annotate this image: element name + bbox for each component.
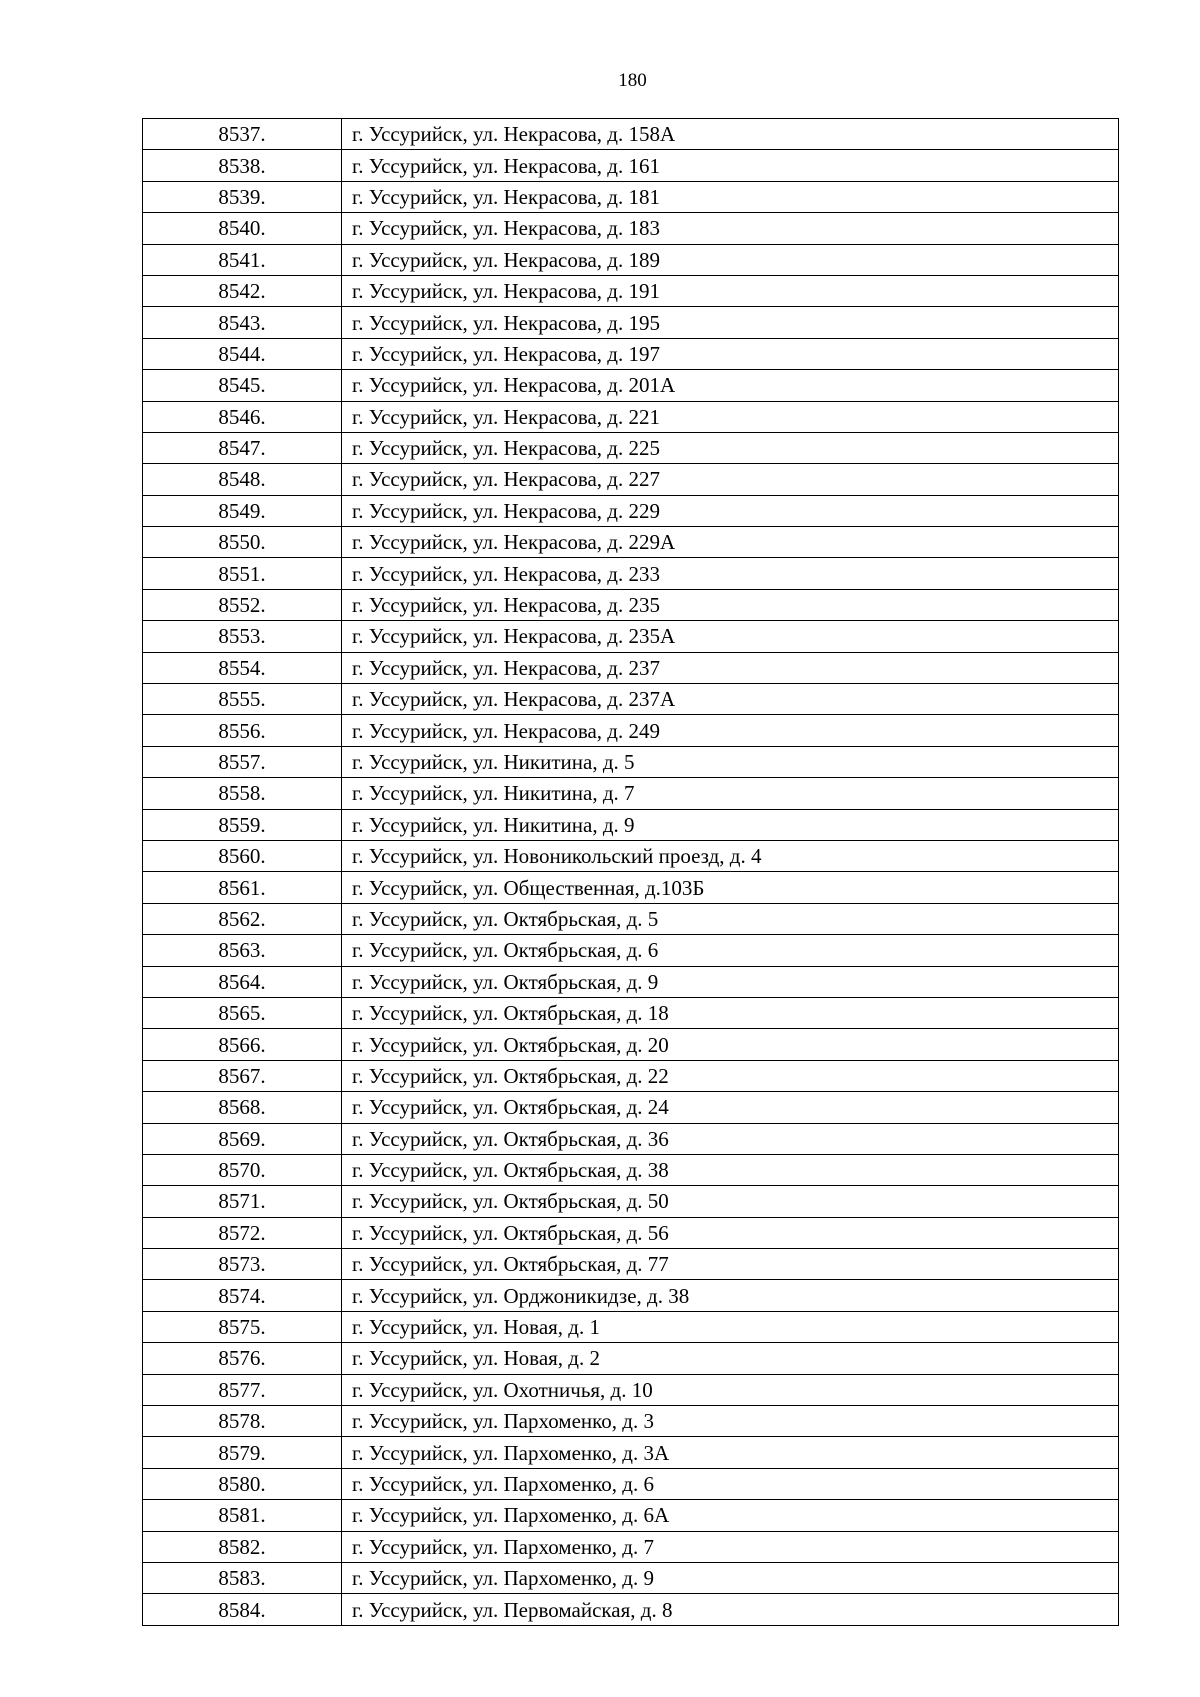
row-address: г. Уссурийск, ул. Некрасова, д. 229А	[342, 527, 1119, 558]
table-row	[143, 1437, 1119, 1468]
row-address: г. Уссурийск, ул. Октябрьская, д. 9	[342, 966, 1119, 997]
row-number: 8573.	[143, 1249, 342, 1280]
table-row	[143, 621, 1119, 652]
row-address: г. Уссурийск, ул. Никитина, д. 9	[342, 809, 1119, 840]
table-row	[143, 684, 1119, 715]
table-row	[143, 1531, 1119, 1562]
table-row	[143, 1594, 1119, 1625]
row-number: 8538.	[143, 150, 342, 181]
row-address: г. Уссурийск, ул. Новая, д. 2	[342, 1343, 1119, 1374]
row-number: 8566.	[143, 1029, 342, 1060]
table-row	[143, 1186, 1119, 1217]
row-address: г. Уссурийск, ул. Октябрьская, д. 18	[342, 997, 1119, 1028]
row-number: 8539.	[143, 181, 342, 212]
table-row	[143, 464, 1119, 495]
table-row	[143, 872, 1119, 903]
row-number: 8553.	[143, 621, 342, 652]
row-number: 8540.	[143, 213, 342, 244]
row-number: 8549.	[143, 495, 342, 526]
table-row	[143, 1154, 1119, 1185]
row-number: 8559.	[143, 809, 342, 840]
row-number: 8541.	[143, 244, 342, 275]
table-row	[143, 1406, 1119, 1437]
row-address: г. Уссурийск, ул. Пархоменко, д. 7	[342, 1531, 1119, 1562]
row-address: г. Уссурийск, ул. Новоникольский проезд, д. 4	[342, 840, 1119, 871]
table-row	[143, 275, 1119, 306]
table-row	[143, 778, 1119, 809]
row-number: 8580.	[143, 1468, 342, 1499]
table-row	[143, 432, 1119, 463]
row-address: г. Уссурийск, ул. Некрасова, д. 161	[342, 150, 1119, 181]
row-number: 8560.	[143, 840, 342, 871]
row-address: г. Уссурийск, ул. Общественная, д.103Б	[342, 872, 1119, 903]
row-number: 8568.	[143, 1092, 342, 1123]
table-row	[143, 966, 1119, 997]
row-address: г. Уссурийск, ул. Пархоменко, д. 6А	[342, 1500, 1119, 1531]
table-row	[143, 1249, 1119, 1280]
table-row	[143, 1123, 1119, 1154]
row-address: г. Уссурийск, ул. Некрасова, д. 181	[342, 181, 1119, 212]
table-row	[143, 997, 1119, 1028]
row-number: 8561.	[143, 872, 342, 903]
row-number: 8544.	[143, 338, 342, 369]
row-number: 8574.	[143, 1280, 342, 1311]
row-number: 8542.	[143, 275, 342, 306]
table-row	[143, 1343, 1119, 1374]
row-number: 8576.	[143, 1343, 342, 1374]
row-address: г. Уссурийск, ул. Октябрьская, д. 24	[342, 1092, 1119, 1123]
table-row	[143, 903, 1119, 934]
row-number: 8557.	[143, 746, 342, 777]
row-number: 8577.	[143, 1374, 342, 1405]
row-address: г. Уссурийск, ул. Некрасова, д. 225	[342, 432, 1119, 463]
row-address: г. Уссурийск, ул. Некрасова, д. 191	[342, 275, 1119, 306]
row-address: г. Уссурийск, ул. Некрасова, д. 227	[342, 464, 1119, 495]
row-number: 8567.	[143, 1060, 342, 1091]
row-address: г. Уссурийск, ул. Пархоменко, д. 3А	[342, 1437, 1119, 1468]
row-number: 8537.	[143, 119, 342, 150]
row-number: 8555.	[143, 684, 342, 715]
row-number: 8582.	[143, 1531, 342, 1562]
row-address: г. Уссурийск, ул. Октябрьская, д. 5	[342, 903, 1119, 934]
row-address: г. Уссурийск, ул. Пархоменко, д. 3	[342, 1406, 1119, 1437]
row-address: г. Уссурийск, ул. Никитина, д. 5	[342, 746, 1119, 777]
row-address: г. Уссурийск, ул. Некрасова, д. 237А	[342, 684, 1119, 715]
row-number: 8578.	[143, 1406, 342, 1437]
row-address: г. Уссурийск, ул. Некрасова, д. 183	[342, 213, 1119, 244]
row-number: 8575.	[143, 1311, 342, 1342]
table-row	[143, 1311, 1119, 1342]
row-address: г. Уссурийск, ул. Охотничья, д. 10	[342, 1374, 1119, 1405]
table-row	[143, 307, 1119, 338]
row-address: г. Уссурийск, ул. Некрасова, д. 221	[342, 401, 1119, 432]
row-number: 8565.	[143, 997, 342, 1028]
table-row	[143, 150, 1119, 181]
row-address: г. Уссурийск, ул. Некрасова, д. 235А	[342, 621, 1119, 652]
row-address: г. Уссурийск, ул. Октябрьская, д. 56	[342, 1217, 1119, 1248]
table-row	[143, 589, 1119, 620]
row-number: 8583.	[143, 1562, 342, 1593]
row-address: г. Уссурийск, ул. Октябрьская, д. 6	[342, 935, 1119, 966]
table-row	[143, 1468, 1119, 1499]
table-row	[143, 1500, 1119, 1531]
table-row	[143, 1029, 1119, 1060]
row-number: 8556.	[143, 715, 342, 746]
table-row	[143, 181, 1119, 212]
row-number: 8584.	[143, 1594, 342, 1625]
row-number: 8570.	[143, 1154, 342, 1185]
table-row	[143, 495, 1119, 526]
table-row	[143, 1060, 1119, 1091]
table-row	[143, 840, 1119, 871]
row-number: 8569.	[143, 1123, 342, 1154]
table-row	[143, 119, 1119, 150]
table-row	[143, 1092, 1119, 1123]
row-number: 8572.	[143, 1217, 342, 1248]
row-number: 8563.	[143, 935, 342, 966]
row-address: г. Уссурийск, ул. Некрасова, д. 197	[342, 338, 1119, 369]
address-table	[142, 118, 1119, 1626]
row-address: г. Уссурийск, ул. Новая, д. 1	[342, 1311, 1119, 1342]
table-row	[143, 935, 1119, 966]
row-address: г. Уссурийск, ул. Некрасова, д. 229	[342, 495, 1119, 526]
table-row	[143, 558, 1119, 589]
row-address: г. Уссурийск, ул. Октябрьская, д. 38	[342, 1154, 1119, 1185]
row-address: г. Уссурийск, ул. Октябрьская, д. 36	[342, 1123, 1119, 1154]
row-address: г. Уссурийск, ул. Октябрьская, д. 77	[342, 1249, 1119, 1280]
table-row	[143, 809, 1119, 840]
row-address: г. Уссурийск, ул. Некрасова, д. 189	[342, 244, 1119, 275]
table-row	[143, 527, 1119, 558]
row-number: 8545.	[143, 370, 342, 401]
table-row	[143, 401, 1119, 432]
table-row	[143, 213, 1119, 244]
row-address: г. Уссурийск, ул. Некрасова, д. 158А	[342, 119, 1119, 150]
row-number: 8581.	[143, 1500, 342, 1531]
table-row	[143, 1374, 1119, 1405]
row-number: 8564.	[143, 966, 342, 997]
row-number: 8554.	[143, 652, 342, 683]
row-address: г. Уссурийск, ул. Некрасова, д. 201А	[342, 370, 1119, 401]
row-address: г. Уссурийск, ул. Октябрьская, д. 22	[342, 1060, 1119, 1091]
row-address: г. Уссурийск, ул. Орджоникидзе, д. 38	[342, 1280, 1119, 1311]
row-address: г. Уссурийск, ул. Некрасова, д. 195	[342, 307, 1119, 338]
row-number: 8562.	[143, 903, 342, 934]
row-number: 8579.	[143, 1437, 342, 1468]
table-row	[143, 652, 1119, 683]
row-address: г. Уссурийск, ул. Некрасова, д. 237	[342, 652, 1119, 683]
row-address: г. Уссурийск, ул. Первомайская, д. 8	[342, 1594, 1119, 1625]
row-address: г. Уссурийск, ул. Некрасова, д. 233	[342, 558, 1119, 589]
row-address: г. Уссурийск, ул. Пархоменко, д. 6	[342, 1468, 1119, 1499]
row-number: 8558.	[143, 778, 342, 809]
row-address: г. Уссурийск, ул. Пархоменко, д. 9	[342, 1562, 1119, 1593]
table-row	[143, 715, 1119, 746]
row-number: 8546.	[143, 401, 342, 432]
row-number: 8548.	[143, 464, 342, 495]
row-address: г. Уссурийск, ул. Некрасова, д. 235	[342, 589, 1119, 620]
row-address: г. Уссурийск, ул. Никитина, д. 7	[342, 778, 1119, 809]
row-address: г. Уссурийск, ул. Октябрьская, д. 50	[342, 1186, 1119, 1217]
table-row	[143, 338, 1119, 369]
row-number: 8571.	[143, 1186, 342, 1217]
page-number: 180	[618, 70, 647, 91]
row-address: г. Уссурийск, ул. Октябрьская, д. 20	[342, 1029, 1119, 1060]
address-table-body	[143, 119, 1119, 1626]
table-row	[143, 1562, 1119, 1593]
row-number: 8551.	[143, 558, 342, 589]
table-row	[143, 1280, 1119, 1311]
row-number: 8547.	[143, 432, 342, 463]
row-number: 8543.	[143, 307, 342, 338]
table-row	[143, 370, 1119, 401]
row-number: 8552.	[143, 589, 342, 620]
row-address: г. Уссурийск, ул. Некрасова, д. 249	[342, 715, 1119, 746]
table-row	[143, 1217, 1119, 1248]
table-row	[143, 244, 1119, 275]
table-row	[143, 746, 1119, 777]
row-number: 8550.	[143, 527, 342, 558]
